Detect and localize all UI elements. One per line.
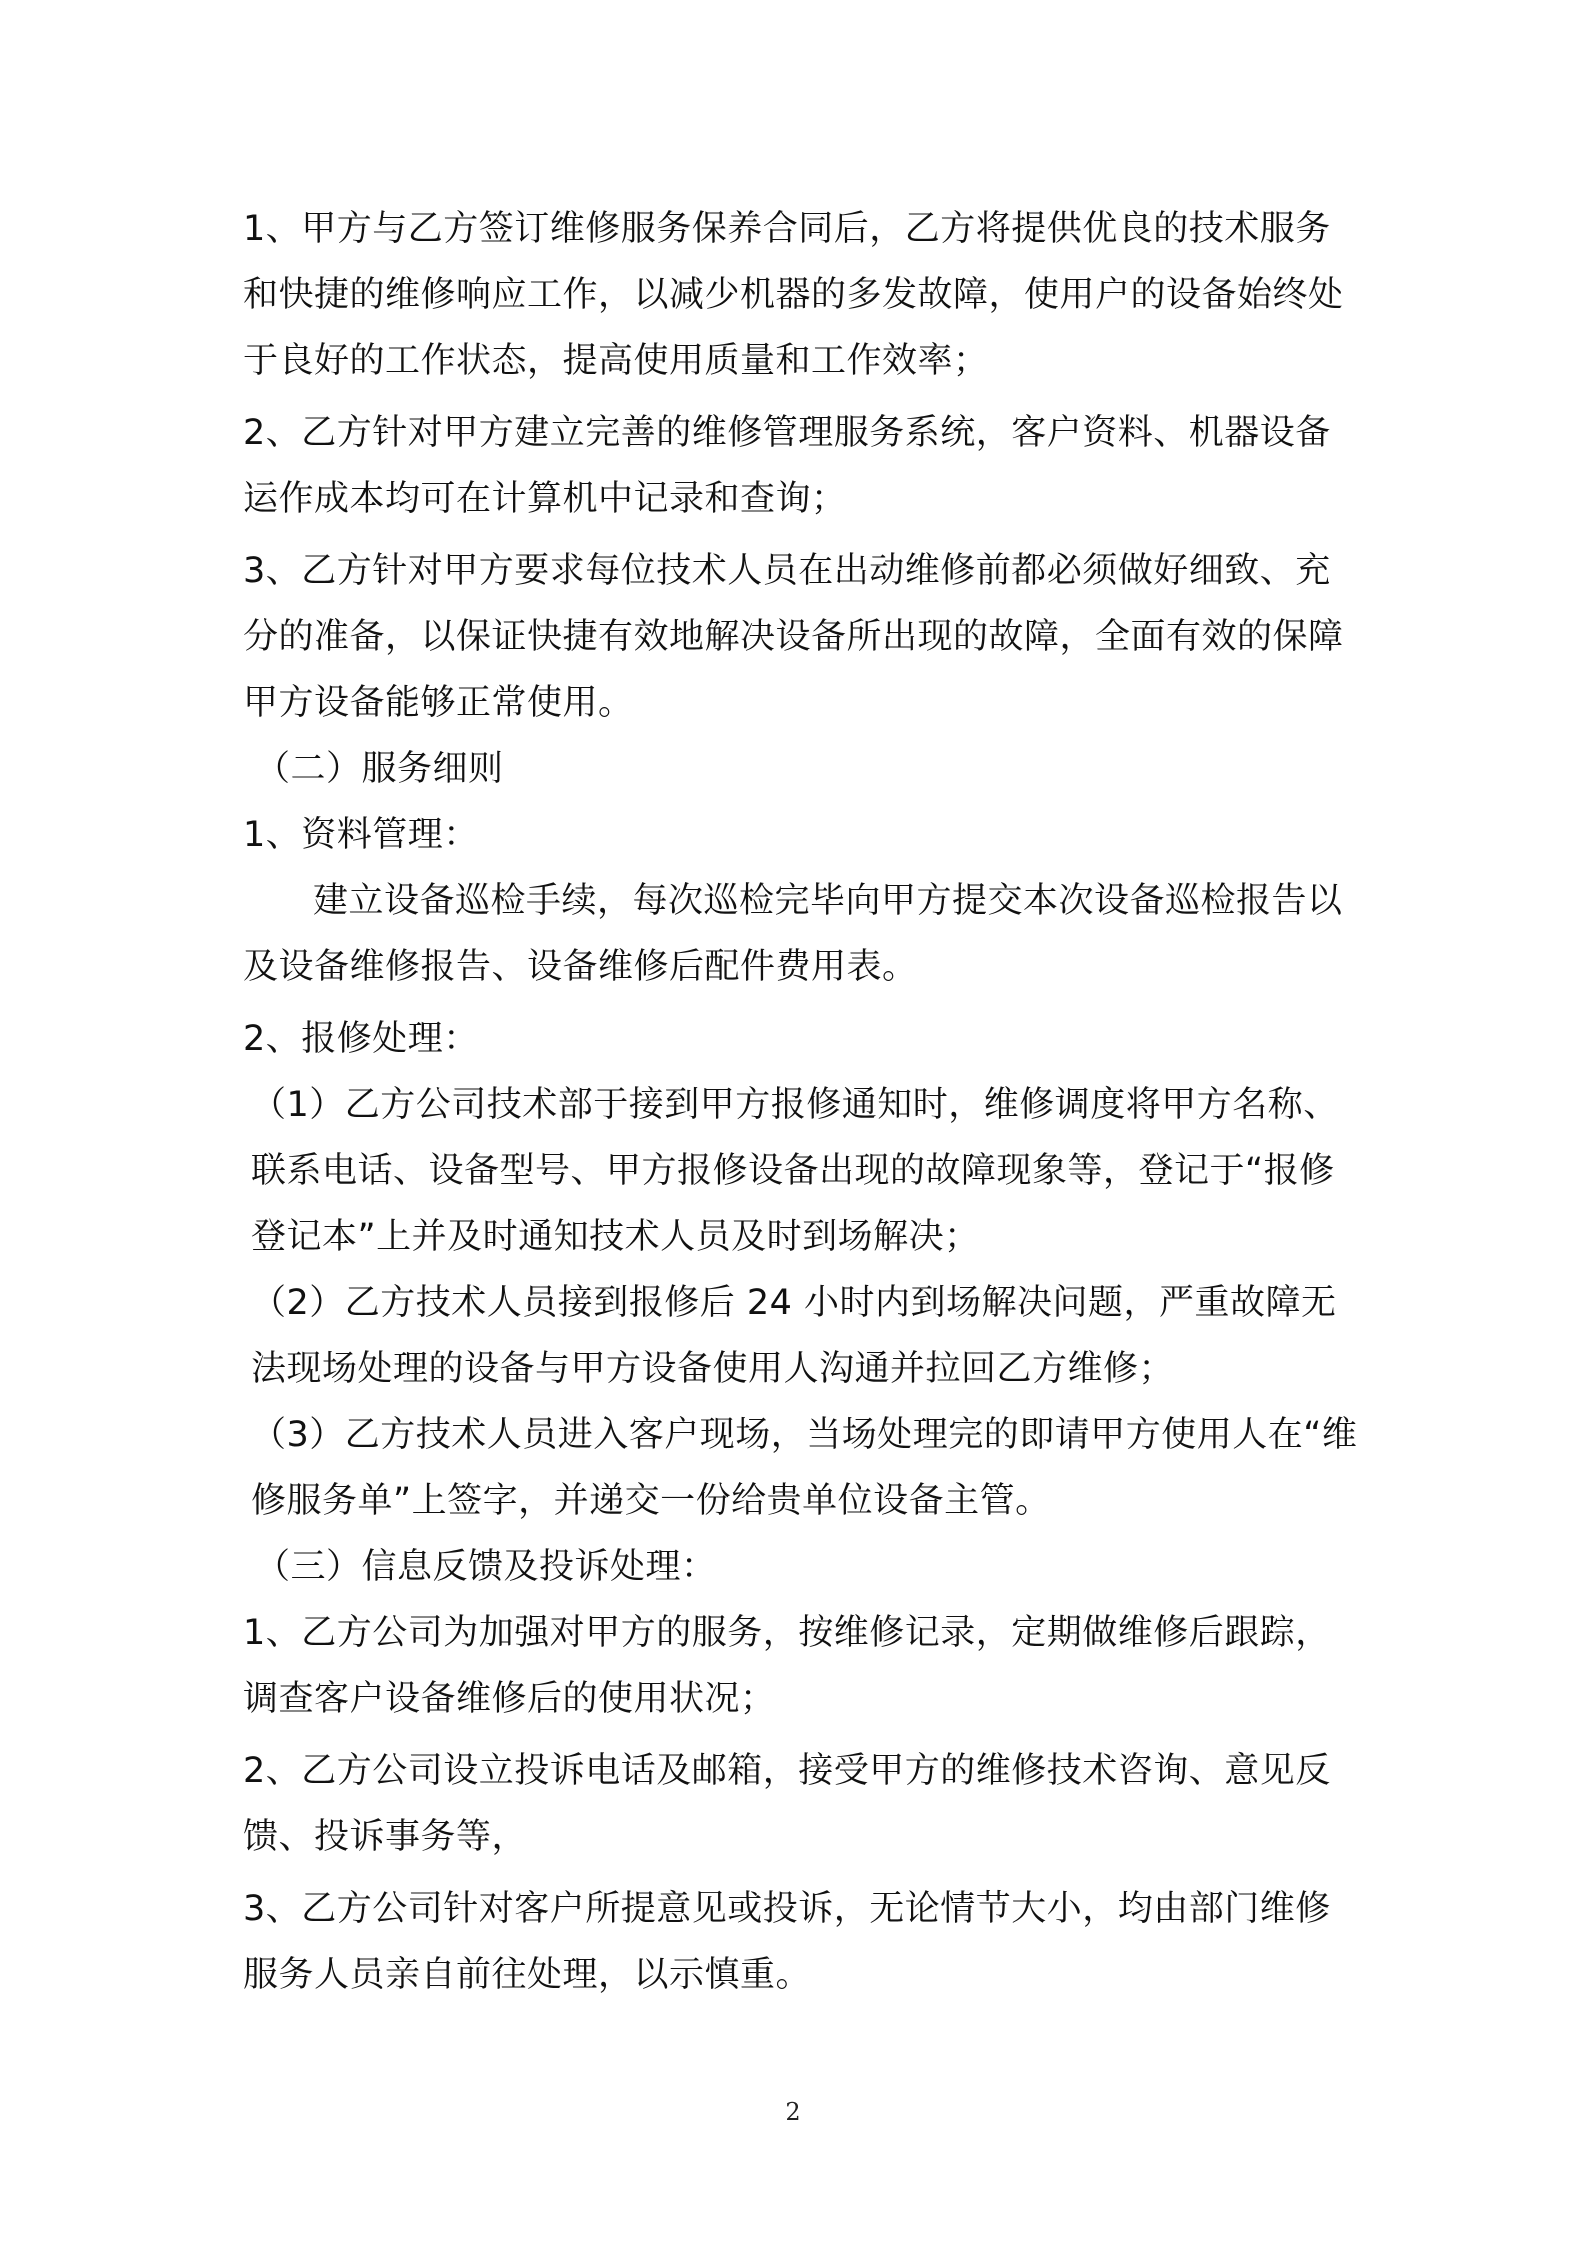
paragraph-repair-item-2: （2）乙方技术人员接到报修后 24 小时内到场解决问题，严重故障无法现场处理的设备与甲方设备使用人沟通并拉回乙方维修；	[251, 1283, 1337, 1389]
paragraph-repair-item-1: （1）乙方公司技术部于接到甲方报修通知时，维修调度将甲方名称、联系电话、设备型号、甲方报修设备出现的故障现象等，登记于“报修登记本”上并及时通知技术人员及时到场解决；	[251, 1085, 1339, 1257]
paragraph-repair-item-3: （3）乙方技术人员进入客户现场，当场处理完的即请甲方使用人在“维修服务单”上签字，并递交一份给贵单位设备主管。	[251, 1415, 1358, 1521]
document-body	[243, 196, 1363, 2008]
page-number: 2	[785, 2098, 801, 2126]
section-heading-feedback: （三）信息反馈及投诉处理：	[255, 1547, 717, 1587]
section-heading-service-rules: （二）服务细则	[255, 749, 504, 789]
paragraph-data-management: 建立设备巡检手续，每次巡检完毕向甲方提交本次设备巡检报告以及设备维修报告、设备维修后配件费用表。	[243, 881, 1343, 987]
subheading-data-management: 1、资料管理：	[243, 815, 479, 855]
paragraph-service-3: 3、乙方针对甲方要求每位技术人员在出动维修前都必须做好细致、充分的准备，以保证快捷有效地解决设备所出现的故障，全面有效的保障甲方设备能够正常使用。	[243, 551, 1344, 723]
subheading-repair-handling: 2、报修处理：	[243, 1019, 479, 1059]
paragraph-feedback-3: 3、乙方公司针对客户所提意见或投诉，无论情节大小，均由部门维修服务人员亲自前往处理，以示慎重。	[243, 1889, 1331, 1995]
paragraph-service-1: 1、甲方与乙方签订维修服务保养合同后，乙方将提供优良的技术服务和快捷的维修响应工作，以减少机器的多发故障，使用户的设备始终处于良好的工作状态，提高使用质量和工作效率；	[243, 209, 1344, 381]
paragraph-feedback-1: 1、乙方公司为加强对甲方的服务，按维修记录，定期做维修后跟踪，调查客户设备维修后的使用状况；	[243, 1613, 1331, 1719]
paragraph-service-2: 2、乙方针对甲方建立完善的维修管理服务系统，客户资料、机器设备运作成本均可在计算机中记录和查询；	[243, 413, 1331, 519]
paragraph-feedback-2: 2、乙方公司设立投诉电话及邮箱，接受甲方的维修技术咨询、意见反馈、投诉事务等，	[243, 1751, 1331, 1857]
